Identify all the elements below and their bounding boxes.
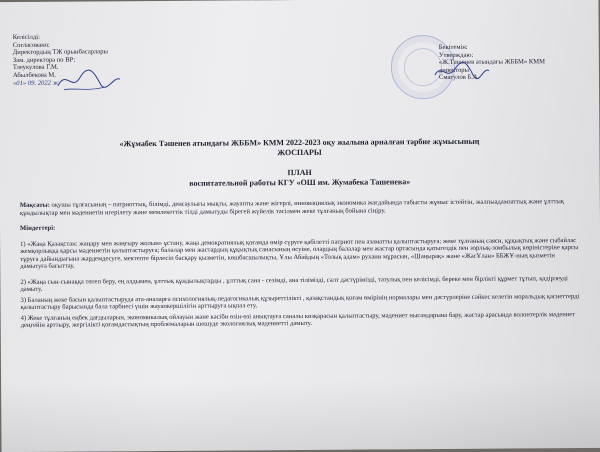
task-item-1: 1) «Жаңа Қазақстан: жаңару мен жаңғыру жолын» ұстану, жаңа демократиялық қоғамда өмір сүруге қабілетті патриот пен азаматты қалыптастыруға; жеке тұлғаның саяси, құқықтық және сыбайлас жемқорлыққа қарсы мәдениетін қалыптастыруға; балалар мен жастардың құқықтық санасының өсуіне, олардың балалар мен жастар ортасында қатыгездік пен зорлық-зомбылық көріністеріне қарсы тұруға дайындығына жәрдемдесуге, мектепте бірлесіп басқару қызметін, көшбасшылықты, Ұлы Абайдың «Толық адам» рухани мұрасын, «Шаңырақ» және «ЖасҰлан» ББЖҰ-ның қызметін дамытуға бағыттау.	[20, 236, 579, 270]
approval-right-line5: Смагулов Б.А.	[438, 74, 480, 82]
approval-right-line2: Утверждаю:	[438, 51, 474, 59]
title-kazakh-line2: ЖОСПАРЫ	[277, 147, 322, 157]
task-item-2: 2) «Жаңа сын-сынаққа төтеп беру, ең алдымен, ұлттық құндылықтарды , ұлттық сана - сезімді, ана тілімізді, салт дәстүрімізді, татулық пен келісімді, береке мен бірлікті құрмет тұтып, қадірлеуді дамыту.	[20, 274, 568, 293]
approval-left-line3: Директордың ТЖ орынбасарлары	[12, 48, 108, 57]
task-item-3: 3) Баланың жеке басын қалыптастыруда ата-аналарға психологиялық-педагогикалық құзыреттілікті , қазақстандық қоғам өмірінің нормалары мен дәстүрлеріне сәйкес келетін моральдық қасиеттерді қалыптастыру барысында бала тәрбиесі үшін жауапкершілігін арттыруға ықпал ету.	[20, 292, 580, 311]
title-russian-line1: ПЛАН	[287, 167, 312, 178]
goal-text: оқушы тұлғасының – патриоттық, білімді, денсаулығы мықты, жауапты және жігерлі, инновациялық экономика жағдайында табысты жұмыс істейтін, жалпыадамзаттық және ұлттық құндылықтар мен мәдениетін игерілету және мемлекеттік тілді дамытуды бірегей жүйелік тәсілмен жеке тұлғаның бойына сіңіру.	[19, 198, 565, 217]
page-shadow	[1, 378, 600, 452]
approval-left-line5: Тлеукулова Г.М.	[12, 64, 59, 72]
goal-paragraph	[20, 198, 580, 217]
title-kazakh	[59, 136, 539, 158]
tasks-label: Міндеттері:	[19, 224, 56, 232]
document-body	[20, 198, 581, 332]
approval-left-date: «01» 09. 2022 ж	[12, 79, 59, 87]
goal-label: Мақсаты:	[19, 201, 50, 209]
approval-right-line3: «Ж.Тәшенев атындағы ЖББМ» КММ	[438, 58, 546, 67]
approval-left-line4: Зам. директора по ВР:	[12, 56, 76, 64]
approval-left-line1: Келісілді:	[12, 33, 40, 42]
approval-right-line4: директоры	[438, 66, 469, 74]
title-russian	[60, 166, 540, 188]
signature-left	[54, 65, 124, 95]
approval-right-line1: Бекітемін:	[438, 43, 468, 52]
approval-left-line2: Согласовано:	[12, 41, 50, 49]
approval-left-line6: Абылбекова М.	[12, 71, 56, 79]
title-kazakh-line1: «Жұмабек Тәшенев атындағы ЖББМ» КММ 2022-2023 оқу жылына арналған тәрбие жұмысының	[119, 136, 480, 149]
task-item-4: 4) Жеке тұлғаның еңбек дағдыларын, экономикалық ойлауын және кәсіби өзін-өзі анықтауға саналы көзқарасын қалыптастыру, мәдениет нысандарына бару, жастар арасында волонтерлік мәдениет деңгейін арттыру, жергілікті қоғамдастықтың проблемаларын шешуде экологиялық мәдениетті дамыту.	[20, 310, 576, 329]
signature-right	[431, 59, 491, 85]
title-russian-line2: воспитательной работы КГУ «ОШ им. Жумабека Ташенева»	[189, 176, 411, 188]
